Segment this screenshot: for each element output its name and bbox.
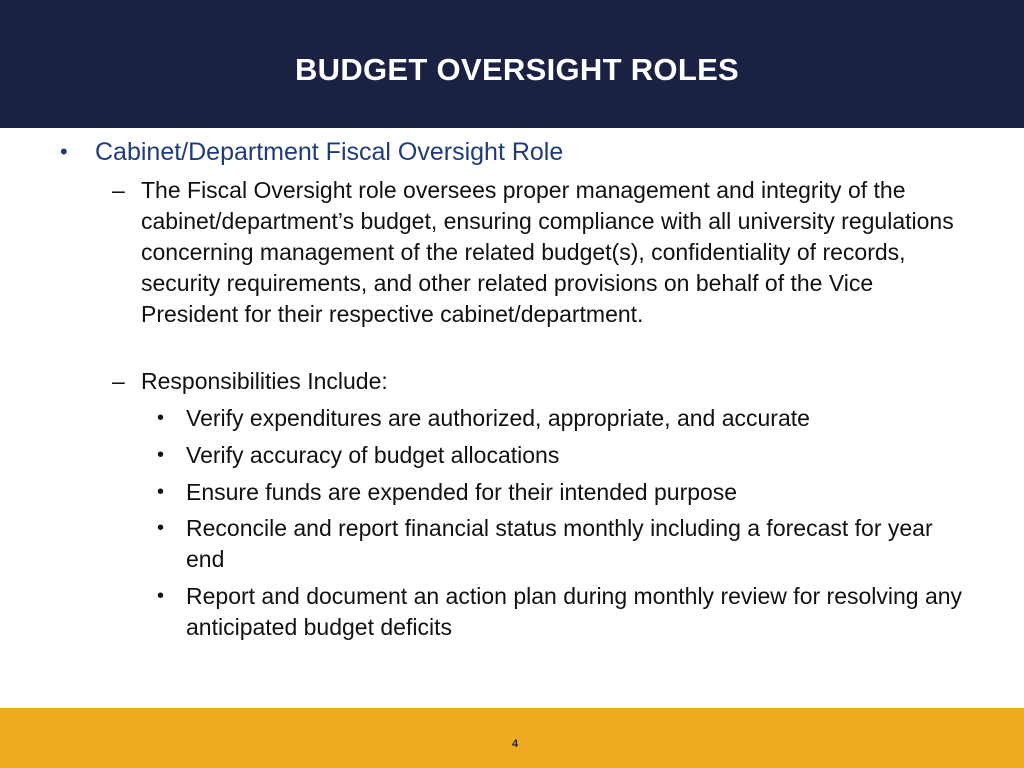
dash-marker: –	[112, 368, 125, 394]
bullet-marker: •	[157, 407, 165, 429]
bullet-marker: •	[157, 585, 165, 607]
page-number: 4	[511, 738, 519, 750]
responsibility-item: Verify accuracy of budget allocations	[186, 442, 560, 468]
bullet-marker: •	[60, 139, 68, 164]
responsibility-item: Ensure funds are expended for their intended purpose	[186, 479, 738, 505]
bullet-marker: •	[157, 517, 165, 539]
section-heading: Cabinet/Department Fiscal Oversight Role	[95, 138, 564, 166]
role-description: The Fiscal Oversight role oversees proper management and integrity of the cabinet/department’s budget, ensuring compliance with all university regulations concerning management of the related budget(s), confidentiality of records, security requirements, and other related provisions on behalf of the Vice President for their respective cabinet/department.	[141, 177, 954, 327]
responsibility-item: Report and document an action plan during monthly review for resolving any anticipated budget deficits	[186, 583, 963, 640]
bullet-marker: •	[157, 481, 165, 503]
dash-marker: –	[112, 177, 125, 203]
responsibility-item: Reconcile and report financial status monthly including a forecast for year end	[186, 515, 933, 572]
slide-title: BUDGET OVERSIGHT ROLES	[294, 52, 740, 87]
responsibility-item: Verify expenditures are authorized, appropriate, and accurate	[186, 405, 810, 431]
responsibilities-label: Responsibilities Include:	[141, 368, 388, 394]
bullet-marker: •	[157, 444, 165, 466]
